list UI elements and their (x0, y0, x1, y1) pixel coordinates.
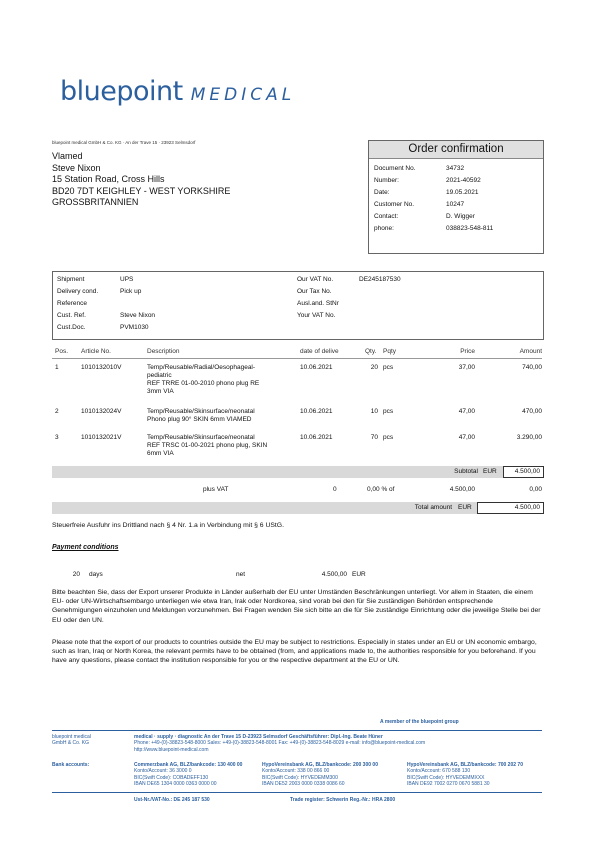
th-unit: Pqty (383, 348, 397, 355)
cell-date: 10.06.2021 (300, 434, 333, 441)
ship-value: PVM1030 (120, 324, 149, 331)
company-logo (60, 76, 295, 107)
footer-contact (134, 734, 542, 753)
oc-label: Date: (374, 189, 390, 196)
cell-amount: 3.290,00 (516, 434, 542, 441)
cell-qty: 10 (370, 408, 378, 415)
ship-label: Our Tax No. (297, 288, 332, 295)
order-confirmation-box (368, 140, 544, 254)
subtotal-value: 4.500,00 (503, 466, 544, 478)
th-date: date of delive (300, 348, 339, 355)
bank-line: BIC(Swift Code): HYVEDEMM300 (262, 774, 338, 781)
footer-contact-line: Phone: +49-(0)-38823-548-8000 Sales: +49-(0)-38823-548-8001 Fax: +49-(0)-38823-548-8029 e-mail: info@bluepoint-medical.com (134, 740, 426, 747)
vat-amount: 0,00 (529, 486, 542, 493)
cell-date: 10.06.2021 (300, 408, 333, 415)
bank-label: Bank accounts: (52, 762, 90, 768)
cell-pos: 2 (55, 408, 59, 415)
oc-value: 10247 (446, 201, 465, 208)
footer-register: Trade register: Schwerin Reg.-Nr.: HRA 2800 (290, 797, 396, 803)
ship-label: Reference (57, 300, 87, 307)
cell-unit: pcs (383, 408, 394, 415)
description-line: 6mm VIA (147, 450, 174, 457)
ship-label: Cust.Doc. (57, 324, 86, 331)
cell-article: 1010132021V (81, 434, 122, 441)
recipient-street: 15 Station Road, Cross Hills (52, 174, 165, 184)
oc-value: 038823-548-811 (446, 225, 494, 232)
cell-price: 47,00 (458, 408, 475, 415)
export-note-de: Bitte beachten Sie, dass der Export unserer Produkte in Länder außerhalb der EU unter Umständen Beschränkungen unterliegt. Vor allem in Staaten, die einem EU- oder UN-Wirtschaftsembargo unterliegen wie etwa Iran, Irak oder Nordkorea, sind vorab bei den für Sie zuständigen Behörden entsprechende Genehmigungen einzuholen und Meldungen vorzunehmen. Bei Fragen wenden Sie sich bitte an die für Sie zuständige Einrichtung oder die jeweilige Stelle bei der EU oder den UN. (52, 589, 541, 624)
oc-label: Number: (374, 177, 399, 184)
cell-article: 1010132024V (81, 408, 122, 415)
footer-company-line: GmbH & Co. KG (52, 740, 89, 747)
th-pos: Pos. (55, 348, 69, 355)
oc-value: D. Wigger (446, 213, 475, 220)
cell-amount: 470,00 (522, 408, 542, 415)
oc-value: 19.05.2021 (446, 189, 479, 196)
oc-value: 2021-40592 (446, 177, 481, 184)
sender-line: bluepoint medical GmbH & Co. KG · An der Trave 15 · 23923 Selmsdorf (52, 140, 196, 145)
ship-value: UPS (120, 276, 134, 283)
cell-description (147, 408, 295, 424)
total-label: Total amount (414, 504, 452, 511)
description-line: Temp/Reusable/Radial/Oesophageal- (147, 364, 256, 371)
footer-company (52, 734, 91, 747)
bank-line: Konto/Account: 36 3000 0 (134, 768, 192, 775)
recipient-name: Steve Nixon (52, 162, 101, 173)
th-description: Description (147, 348, 180, 355)
oc-label: Document No. (374, 165, 416, 172)
ship-label: Our VAT No. (297, 276, 334, 283)
ship-value: Steve Nixon (120, 312, 156, 319)
subtotal-currency: EUR (483, 468, 497, 475)
description-line: Temp/Reusable/Skinsurface/neonatal (147, 408, 255, 415)
description-line: REF TRRE 01-00-2010 phono plug RE (147, 380, 260, 387)
payment-net: net (236, 571, 246, 578)
cell-date: 10.06.2021 (300, 364, 333, 371)
description-line: 3mm VIA (147, 388, 174, 395)
bank-account-2 (262, 762, 402, 787)
ship-label: Cust. Ref. (57, 312, 86, 319)
th-amount: Amount (519, 348, 542, 355)
bank-line: IBAN DE52 2003 0000 0338 0086 60 (262, 780, 345, 787)
bank-line: BIC(Swift Code): HYVEDEMMXXX (407, 774, 485, 781)
logo-sub-text: MEDICAL (190, 85, 296, 105)
cell-description (147, 434, 295, 458)
ship-label: Ausl.and. StNr (297, 300, 339, 307)
cell-amount: 740,00 (522, 364, 542, 371)
table-header-divider (52, 358, 542, 359)
recipient-company: Vlamed (52, 151, 83, 161)
total-currency: EUR (458, 504, 472, 511)
recipient-country: GROSSBRITANNIEN (52, 197, 139, 207)
th-qty: Qty. (365, 348, 377, 355)
description-line: REF TRSC 01-00-2021 phono plug, SKIN (147, 442, 268, 449)
vat-code: 0 (333, 486, 337, 493)
cell-pos: 1 (55, 364, 59, 371)
subtotal-label: Subtotal (454, 468, 478, 475)
footer-address: medical · supply · diagnostic An der Trave 15 D-23923 Selmsdorf Geschäftsführer: Dipl.-Ing. Beate Hüner (134, 734, 383, 740)
description-line: pediatric (147, 372, 172, 379)
bank-line: IBAN DE92 7002 0270 0670 5881 30 (407, 780, 490, 787)
cell-price: 47,00 (458, 434, 475, 441)
footer-company-line: bluepoint medical (52, 734, 91, 740)
bank-account-1 (134, 762, 274, 787)
logo-main-text: bluepoint (60, 76, 183, 107)
total-value: 4.500,00 (477, 502, 544, 514)
vat-rate: 0,00 % of (367, 486, 395, 493)
tax-note: Steuerfreie Ausfuhr ins Drittland nach § 4 Nr. 1.a in Verbindung mit § 6 UStG. (52, 522, 284, 529)
recipient-address (52, 151, 230, 209)
ship-value: DE245187530 (359, 276, 401, 283)
oc-label: phone: (374, 225, 394, 232)
oc-label: Contact: (374, 213, 399, 220)
export-note-en: Please note that the export of our products to countries outside the EU may be subject to restrictions. Especially in states under an EU or UN economic embargo, such as Iran, Iraq or North Korea, the relevant permits have to be obtained (from, and applications made to, the authorities responsible for you beforehand. If you have any questions, please contact the institution responsible for you or the respective department at the EU or UN. (52, 639, 537, 665)
vat-label: plus VAT (203, 486, 229, 493)
bank-line: Commerzbank AG, BLZ/bankcode: 130 400 00 (134, 762, 243, 768)
shipping-box (52, 271, 544, 340)
bank-line: HypoVereinsbank AG, BLZ/bankcode: 200 300 00 (262, 762, 378, 768)
cell-qty: 20 (370, 364, 378, 371)
footer-divider (52, 730, 542, 731)
description-line: Temp/Reusable/Skinsurface/neonatal (147, 434, 255, 441)
bank-line: IBAN DE65 1304 0000 0363 0000 00 (134, 780, 217, 787)
bank-account-3 (407, 762, 542, 787)
cell-article: 1010132010V (81, 364, 122, 371)
ship-value: Pick up (120, 288, 142, 295)
bank-line: Konto/Account: 338 00 866 00 (262, 768, 330, 775)
bank-line: BIC(Swift Code): COBADEFF130 (134, 774, 209, 781)
payment-days: 20 (72, 571, 80, 578)
order-confirmation-title: Order confirmation (369, 141, 543, 159)
oc-label: Customer No. (374, 201, 415, 208)
footer-web-link[interactable]: http://www.bluepoint-medical.com (134, 746, 209, 753)
cell-pos: 3 (55, 434, 59, 441)
footer-vat: Ust-Nr./VAT-No.: DE 245 187 530 (134, 797, 210, 803)
footer-divider-bottom (52, 792, 542, 793)
recipient-city: BD20 7DT KEIGHLEY - WEST YORKSHIRE (52, 185, 231, 196)
payment-amount: 4.500,00 (321, 571, 347, 578)
th-price: Price (460, 348, 475, 355)
payment-title: Payment conditions (52, 544, 119, 551)
ship-label: Shipment (57, 276, 85, 283)
oc-value: 34732 (446, 165, 465, 172)
cell-description (147, 364, 295, 396)
th-article: Article No. (81, 348, 111, 355)
cell-unit: pcs (383, 434, 394, 441)
group-note: A member of the bluepoint group (380, 719, 459, 725)
payment-days-label: days (89, 571, 103, 578)
ship-label: Your VAT No. (297, 312, 336, 319)
cell-price: 37,00 (458, 364, 475, 371)
bank-line: HypoVereinsbank AG, BLZ/bankcode: 700 202 70 (407, 762, 523, 768)
cell-qty: 70 (370, 434, 378, 441)
cell-unit: pcs (383, 364, 394, 371)
description-line: Phono plug 90° SKIN 6mm VIAMED (147, 416, 252, 423)
payment-currency: EUR (352, 571, 366, 578)
ship-label: Delivery cond. (57, 288, 99, 295)
bank-line: Konto/Account: 670 588 130 (407, 768, 471, 775)
vat-base: 4.500,00 (449, 486, 475, 493)
